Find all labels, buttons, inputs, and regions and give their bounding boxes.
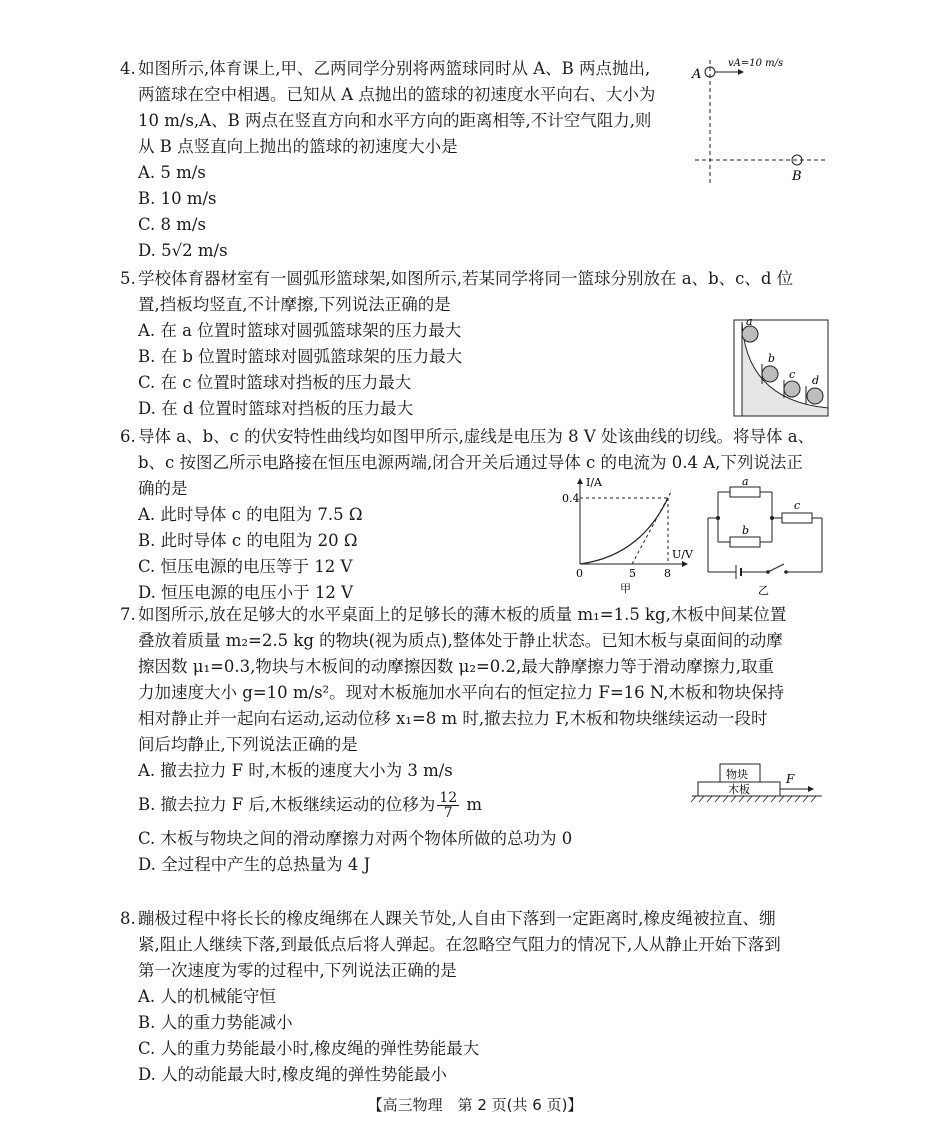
question-text: 蹦极过程中将长长的橡皮绳绑在人踝关节处,人自由下落到一定距离时,橡皮绳被拉直、绷 <box>138 909 776 928</box>
question-5 <box>120 266 828 422</box>
question-text: 间后均静止,下列说法正确的是 <box>138 735 358 754</box>
question-number: 8. <box>120 909 136 928</box>
option-a: A. 在 a 位置时篮球对圆弧篮球架的压力最大 <box>138 321 462 340</box>
block-label: 物块 <box>726 768 748 781</box>
ball-b <box>762 366 778 382</box>
question-number: 7. <box>120 605 136 624</box>
circuit-caption: 乙 <box>758 584 769 597</box>
x-tick-5: 5 <box>629 567 636 580</box>
option-c: C. 在 c 位置时篮球对挡板的压力最大 <box>138 373 412 392</box>
origin-label: 0 <box>576 567 583 580</box>
question-text: 力加速度大小 g=10 m/s²。现对木板施加水平向右的恒定拉力 F=16 N,木板和物块保持 <box>138 683 785 702</box>
fraction-denominator: 7 <box>443 805 453 821</box>
circuit-diagram <box>700 476 830 598</box>
page-footer: 【高三物理 第 2 页(共 6 页)】 <box>367 1096 583 1114</box>
fraction <box>437 791 459 820</box>
question-text: 导体 a、b、c 的伏安特性曲线均如图甲所示,虚线是电压为 8 V 处该曲线的切线。将导体 a、 <box>138 427 815 446</box>
iv-graph <box>560 476 693 598</box>
velocity-label: vA=10 m/s <box>728 58 784 69</box>
option-a: A. 此时导体 c 的电阻为 7.5 Ω <box>138 505 363 524</box>
question-number: 4. <box>120 59 136 78</box>
option-d: D. 恒压电源的电压小于 12 V <box>138 583 354 602</box>
question-text: 紧,阻止人继续下落,到最低点后将人弹起。在忽略空气阻力的情况下,人从静止开始下落到 <box>138 935 781 954</box>
question-text: 10 m/s,A、B 两点在竖直方向和水平方向的距离相等,不计空气阻力,则 <box>138 111 652 130</box>
label-a: a <box>742 475 749 488</box>
ball-d <box>807 388 823 404</box>
question-text: 如图所示,体育课上,甲、乙两同学分别将两篮球同时从 A、B 两点抛出, <box>138 59 651 78</box>
graph-caption: 甲 <box>620 582 631 595</box>
ball-c <box>784 381 800 397</box>
label-a: a <box>746 315 753 328</box>
label-a: A <box>692 67 702 82</box>
question-text: 两篮球在空中相遇。已知从 A 点抛出的篮球的初速度水平向右、大小为 <box>138 85 656 104</box>
option-a: A. 撤去拉力 F 时,木板的速度大小为 3 m/s <box>138 761 453 780</box>
option-b-unit: m <box>466 795 483 814</box>
fraction-numerator: 12 <box>439 790 458 806</box>
iv-curve <box>580 498 668 564</box>
question-text: b、c 按图乙所示电路接在恒压电源两端,闭合开关后通过导体 c 的电流为 0.4 A,下列说法正 <box>138 453 803 472</box>
x-tick-8: 8 <box>664 567 671 580</box>
option-b: B. 在 b 位置时篮球对圆弧篮球架的压力最大 <box>138 347 463 366</box>
basketball-rack-figure <box>732 316 832 418</box>
y-axis-label: I/A <box>586 476 602 489</box>
option-c: C. 木板与物块之间的滑动摩擦力对两个物体所做的总功为 0 <box>138 829 573 848</box>
question-text: 学校体育器材室有一圆弧形篮球架,如图所示,若某同学将同一篮球分别放在 a、b、c、d 位 <box>138 269 794 288</box>
option-a: A. 5 m/s <box>138 163 206 182</box>
board-label: 木板 <box>728 783 750 796</box>
question-number: 6. <box>120 427 136 446</box>
label-d: d <box>812 374 820 387</box>
option-c: C. 恒压电源的电压等于 12 V <box>138 557 353 576</box>
question-text: 从 B 点竖直向上抛出的篮球的初速度大小是 <box>138 137 458 156</box>
projectile-figure <box>680 50 830 190</box>
option-c: C. 8 m/s <box>138 215 206 234</box>
option-b: B. 此时导体 c 的电阻为 20 Ω <box>138 531 358 550</box>
option-b: B. 人的重力势能减小 <box>138 1013 293 1032</box>
question-text: 叠放着质量 m₂=2.5 kg 的物块(视为质点),整体处于静止状态。已知木板与桌面间的动摩 <box>138 631 783 650</box>
option-c: C. 人的重力势能最小时,橡皮绳的弹性势能最大 <box>138 1039 480 1058</box>
option-d: D. 人的动能最大时,橡皮绳的弹性势能最小 <box>138 1065 447 1084</box>
label-c: c <box>794 499 801 512</box>
question-text: 擦因数 μ₁=0.3,物块与木板间的动摩擦因数 μ₂=0.2,最大静摩擦力等于滑动摩擦力,取重 <box>138 657 775 676</box>
question-8 <box>120 906 828 1088</box>
question-text: 置,挡板均竖直,不计摩擦,下列说法正确的是 <box>138 295 451 314</box>
question-text: 第一次速度为零的过程中,下列说法正确的是 <box>138 961 457 980</box>
label-b: b <box>742 524 750 537</box>
board-block-figure <box>690 758 830 808</box>
ball-a <box>742 326 758 342</box>
resistor-c <box>782 513 812 523</box>
option-a: A. 人的机械能守恒 <box>138 987 276 1006</box>
y-tick: 0.4 <box>562 492 580 505</box>
label-b: B <box>792 169 802 184</box>
label-c: c <box>789 368 796 381</box>
question-text: 相对静止并一起向右运动,运动位移 x₁=8 m 时,撤去拉力 F,木板和物块继续运动一段时 <box>138 709 768 728</box>
question-text: 确的是 <box>138 479 188 498</box>
question-7 <box>120 602 828 878</box>
option-b: B. 10 m/s <box>138 189 217 208</box>
option-d: D. 在 d 位置时篮球对挡板的压力最大 <box>138 399 414 418</box>
question-text: 如图所示,放在足够大的水平桌面上的足够长的薄木板的质量 m₁=1.5 kg,木板中间某位置 <box>138 605 787 624</box>
label-b: b <box>768 352 776 365</box>
resistor-b <box>730 537 760 547</box>
x-axis-label: U/V <box>672 548 693 561</box>
option-d: D. 全过程中产生的总热量为 4 J <box>138 855 371 874</box>
question-number: 5. <box>120 269 136 288</box>
force-label: F <box>786 772 795 786</box>
option-d: D. 5√2 m/s <box>138 241 228 260</box>
option-b-text: B. 撤去拉力 F 后,木板继续运动的位移为 <box>138 795 436 814</box>
switch <box>768 564 784 572</box>
resistor-a <box>730 487 760 497</box>
